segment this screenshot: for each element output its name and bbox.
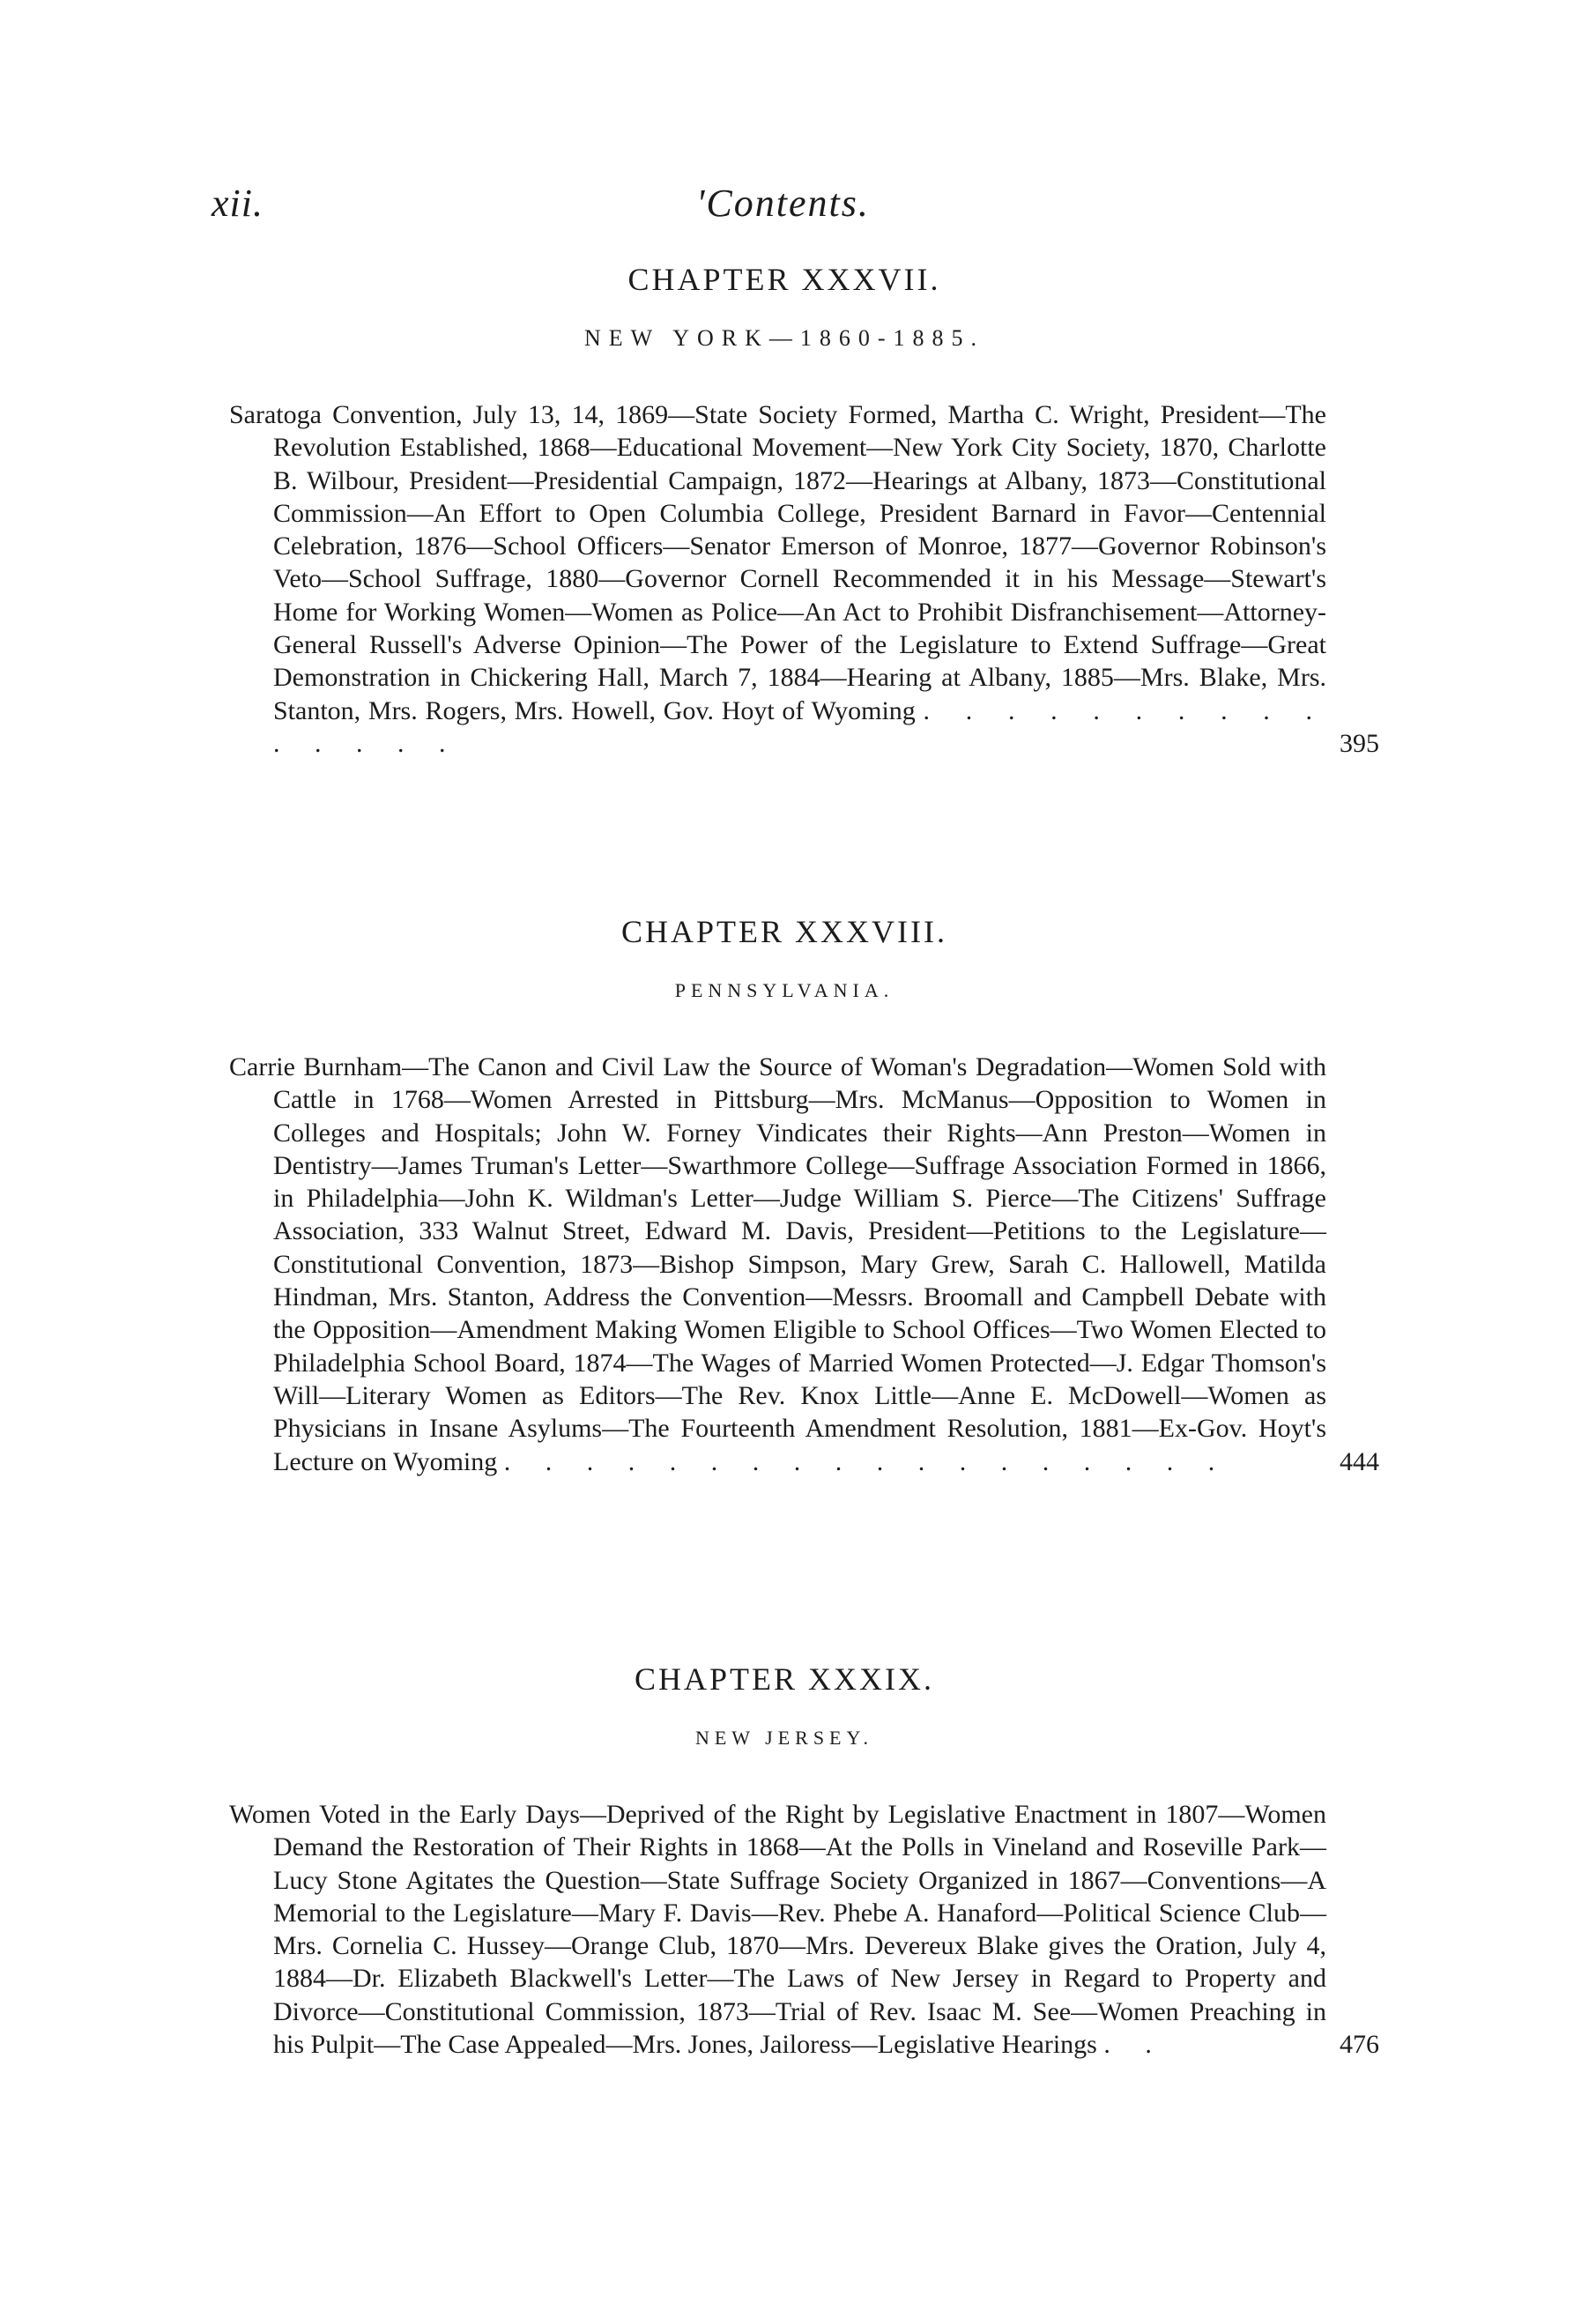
running-head — [212, 181, 1357, 234]
dot-leader: . . . . . . . . . . . . . . . — [273, 695, 1327, 758]
page-folio: xii. — [212, 182, 264, 225]
chapter-heading: CHAPTER XXXVII. — [627, 262, 941, 297]
chapter-heading: CHAPTER XXXIX. — [634, 1661, 934, 1697]
page-title: 'Contents. — [696, 182, 870, 225]
dot-leader: . . — [1103, 2030, 1166, 2060]
chapter-xxxviii — [229, 910, 1379, 1478]
chapter-summary — [229, 1798, 1379, 2061]
chapter-subtitle: NEW YORK—1860-1885. — [583, 325, 985, 351]
chapter-summary-text: Carrie Burnham—The Canon and Civil Law the Source of Woman's Degradation—Women Sold with Cattle in 1768—Women Arrested in Pittsburg—Mrs. McManus—Opposition to Women in Colleges and Hospitals; John W. Forney Vindicates their Rights—Ann Preston—Women in Dentistry—James Truman's Letter—Swarthmore College—Suffrage Association Formed in 1866, in Philadelphia—John K. Wildman's Letter—Judge William S. Pierce—The Citizens' Suffrage Association, 333 Walnut Street, Edward M. Davis, President—Petitions to the Legislature—Constitutional Convention, 1873—Bishop Simpson, Mary Grew, Sarah C. Hallowell, Matilda Hindman, Mrs. Stanton, Address the Convention—Messrs. Broomall and Campbell Debate with the Opposition—Amendment Making Women Eligible to School Offices—Two Women Elected to Philadelphia School Board, 1874—The Wages of Married Women Protected—J. Edgar Thomson's Will—Literary Women as Editors—The Rev. Knox Little—Anne E. McDowell—Women as Physicians in Insane Asylums—The Fourteenth Amendment Resolution, 1881—Ex-Gov. Hoyt's Lecture on Wyoming — [229, 1052, 1326, 1476]
chapter-subtitle: PENNSYLVANIA. — [674, 979, 895, 1001]
page-number: 395 — [1340, 728, 1379, 758]
page-number: 444 — [1340, 1446, 1379, 1476]
chapter-summary-text: Saratoga Convention, July 13, 14, 1869—State Society Formed, Martha C. Wright, President—The Revolution Established, 1868—Educational Movement—New York City Society, 1870, Charlotte B. Wilbour, President—Presidential Campaign, 1872—Hearings at Albany, 1873—Constitutional Commission—An Effort to Open Columbia College, President Barnard in Favor—Centennial Celebration, 1876—School Officers—Senator Emerson of Monroe, 1877—Governor Robinson's Veto—School Suffrage, 1880—Governor Cornell Recommended it in his Message—Stewart's Home for Working Women—Women as Police—An Act to Prohibit Disfranchisement—Attorney-General Russell's Adverse Opinion—The Power of the Legislature to Extend Suffrage—Great Demonstration in Chickering Hall, March 7, 1884—Hearing at Albany, 1885—Mrs. Blake, Mrs. Stanton, Mrs. Rogers, Mrs. Howell, Gov. Hoyt of Wyoming — [229, 400, 1326, 725]
chapter-summary-text: Women Voted in the Early Days—Deprived of the Right by Legislative Enactment in 1807—Women Demand the Restoration of Their Rights in 1868—At the Polls in Vineland and Roseville Park—Lucy Stone Agitates the Question—State Suffrage Society Organized in 1867—Conventions—A Memorial to the Legislature—Mary F. Davis—Rev. Phebe A. Hanaford—Political Science Club—Mrs. Cornelia C. Hussey—Orange Club, 1870—Mrs. Devereux Blake gives the Oration, July 4, 1884—Dr. Elizabeth Blackwell's Letter—The Laws of New Jersey in Regard to Property and Divorce—Constitutional Commission, 1873—Trial of Rev. Isaac M. See—Women Preaching in his Pulpit—The Case Appealed—Mrs. Jones, Jailoress—Legislative Hearings — [229, 1800, 1326, 2060]
chapter-subtitle: NEW JERSEY. — [694, 1727, 874, 1749]
chapter-xxxvii — [229, 257, 1379, 760]
page-number: 476 — [1340, 2030, 1379, 2060]
chapter-summary — [229, 1051, 1379, 1478]
chapter-heading: CHAPTER XXXVIII. — [621, 914, 947, 949]
dot-leader: . . . . . . . . . . . . . . . . . . — [503, 1446, 1229, 1476]
chapter-summary — [229, 398, 1379, 760]
chapter-xxxix — [229, 1657, 1379, 2061]
